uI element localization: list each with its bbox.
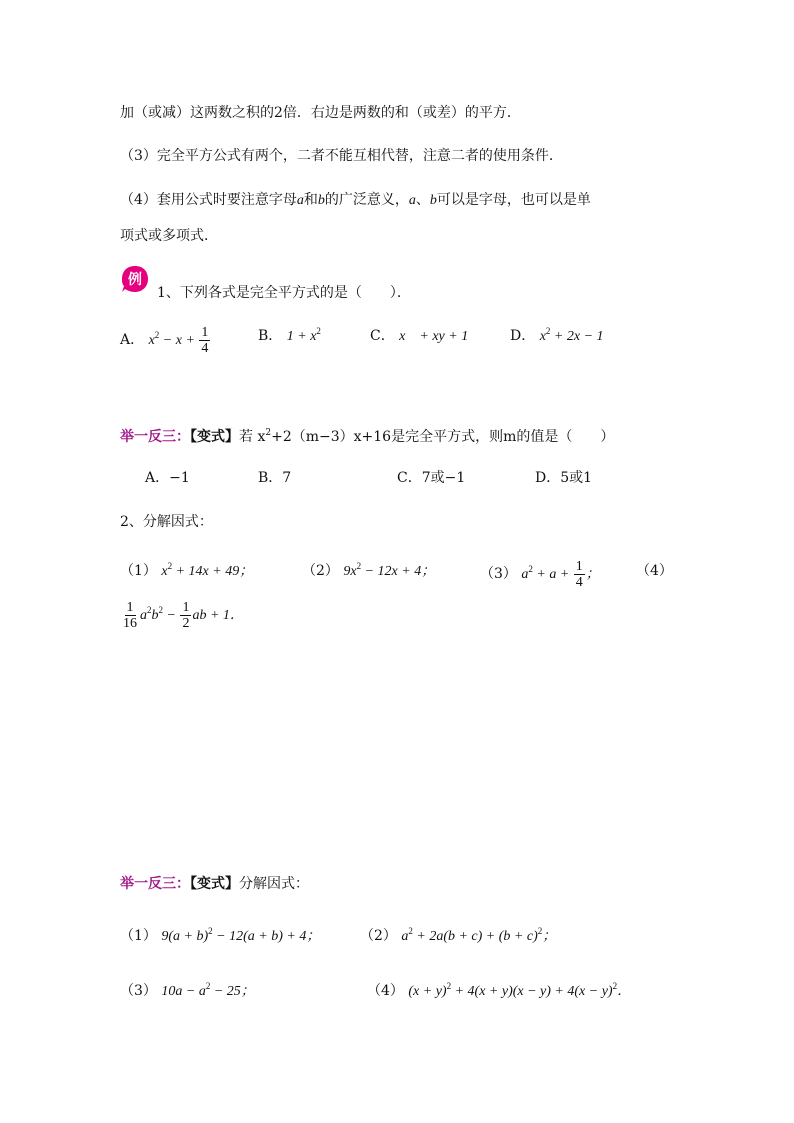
option-c-expr: x + xy + 1	[399, 329, 469, 344]
var-a: a	[296, 193, 304, 208]
variant-2-part-1: （1） $9(a + b)^2 - 12(a + b) + 4$；	[120, 926, 321, 944]
variant-1-option-a: A．−1	[145, 470, 190, 486]
q2-part-1: （1） $x^2 + 14x + 49$；	[120, 561, 254, 579]
variant-heading: 举一反三：	[120, 429, 190, 445]
variant-1-option-c: C．7或−1	[397, 470, 466, 486]
option-b	[258, 325, 321, 345]
variant-2	[120, 874, 309, 894]
option-a-expr: $x^2 - x$ + $\frac{1}{4}$	[148, 325, 209, 357]
option-c	[370, 325, 468, 345]
q2-part-3: （3） $a^2 + a$ + $\frac{1}{4}$ ；	[480, 559, 600, 591]
text: （4）套用公式时要注意字母	[120, 192, 297, 208]
variant-2-part-2: （2） $a^2 + 2a(b + c) + (b + c)^2$；	[360, 926, 557, 944]
text: 的广泛意义，	[324, 192, 409, 208]
para-continuation: 加（或减）这两数之积的2倍．右边是两数的和（或差）的平方．	[120, 105, 521, 121]
badge-label: 例	[128, 272, 142, 288]
example-badge-icon	[120, 264, 150, 294]
q2-part-4-label: （4）	[636, 563, 673, 579]
q2-part-4: $\frac{1}{16}$ $a^2b^2$ − $\frac{1}{2}$ ab + 1．	[123, 600, 244, 632]
superscript: 2	[265, 428, 272, 438]
question-2-stem: 2、分解因式：	[120, 514, 213, 530]
question-1-stem: 1、下列各式是完全平方式的是（ ）．	[157, 285, 411, 301]
var-a: a	[408, 193, 416, 208]
para-point-4	[120, 190, 591, 211]
text: 和	[303, 192, 318, 208]
para-point-3: （3）完全平方公式有两个，二者不能互相代替，注意二者的使用条件．	[120, 148, 563, 164]
variant-2-part-3: （3） $10a - a^2 - 25$；	[120, 981, 255, 999]
option-d-expr: $x^2 + 2x - 1$	[539, 326, 604, 344]
text: 、	[415, 192, 430, 208]
variant-text: 若 x	[239, 429, 266, 445]
option-label: D．	[510, 328, 536, 344]
variant-text: 分解因式：	[239, 876, 309, 892]
var-b: b	[429, 193, 437, 208]
option-b-expr: $1 + x^2$	[286, 326, 321, 344]
variant-1	[120, 423, 614, 447]
para-point-4-line2: 项式或多项式．	[120, 228, 218, 244]
variant-tag: 【变式】	[190, 876, 239, 892]
variant-1-option-b: B．7	[258, 470, 292, 486]
option-label: A．	[120, 332, 145, 348]
option-d	[510, 325, 604, 345]
variant-2-part-4: （4） $(x + y)^2 + 4(x + y)(x - y) + 4(x - y)^2$．	[367, 981, 632, 999]
option-a	[120, 320, 211, 356]
q2-part-2: （2） $9x^2 - 12x + 4$；	[302, 561, 436, 579]
variant-1-option-d: D．5或1	[535, 470, 593, 486]
option-label: B．	[258, 328, 283, 344]
var-b: b	[317, 193, 325, 208]
text: 可以是字母，也可以是单	[436, 192, 591, 208]
option-label: C．	[370, 328, 395, 344]
variant-tag: 【变式】	[190, 429, 239, 445]
variant-text: +2（m−3）x+16是完全平方式，则m的值是（ ）	[271, 429, 615, 445]
variant-heading: 举一反三：	[120, 876, 190, 892]
